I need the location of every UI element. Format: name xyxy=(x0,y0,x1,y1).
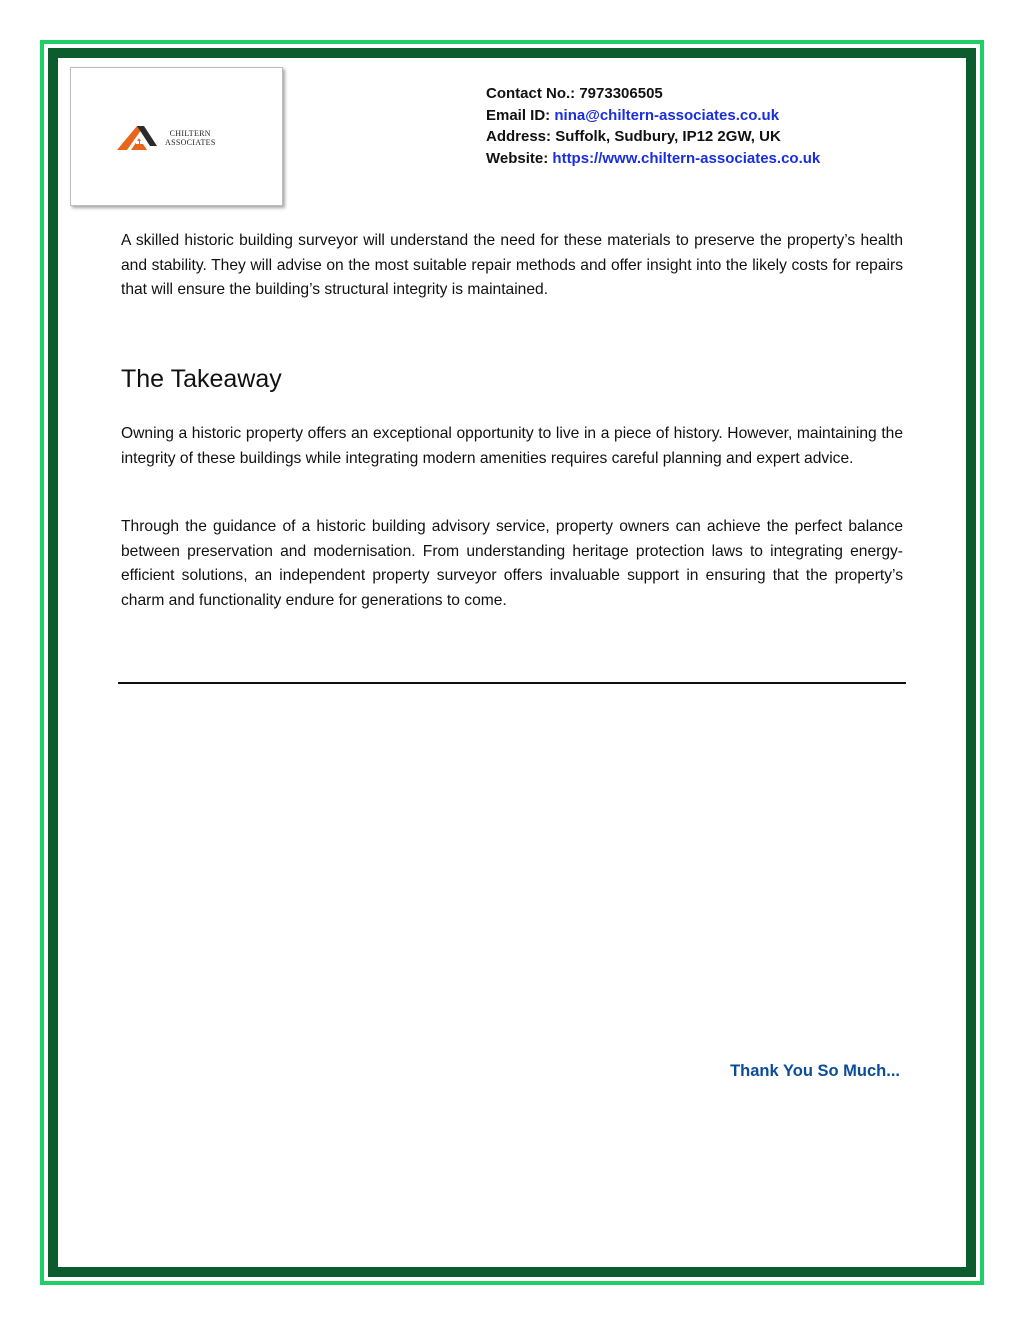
address-label: Address: xyxy=(486,128,556,145)
contact-phone xyxy=(486,83,820,105)
logo-wordmark xyxy=(165,129,216,147)
contact-address xyxy=(486,126,820,148)
body-paragraph-1: A skilled historic building surveyor will understand the need for these materials to preserve the property’s health and stability. They will advise on the most suitable repair methods and offer insight into the likely costs for repairs that will ensure the building’s structural integrity is maintained. xyxy=(121,232,903,298)
logo-text-line1: CHILTERN xyxy=(169,129,211,138)
section-heading: The Takeaway xyxy=(121,365,282,393)
thank-you-note: Thank You So Much... xyxy=(730,1062,900,1080)
house-roof-logo-icon xyxy=(117,124,157,150)
company-logo xyxy=(70,67,283,206)
phone-label: Contact No.: xyxy=(486,85,580,102)
contact-info xyxy=(486,83,820,169)
address-value: Suffolk, Sudbury, IP12 2GW, UK xyxy=(555,128,781,145)
contact-email xyxy=(486,105,820,127)
body-paragraph-3: Through the guidance of a historic building advisory service, property owners can achieve the perfect balance between preservation and modernisation. From understanding heritage protection laws to integrating energy-efficient solutions, an independent property surveyor offers invaluable support in ensuring that the property’s charm and functionality endure for generations to come. xyxy=(121,518,903,609)
phone-value: 7973306505 xyxy=(579,85,663,102)
page-border xyxy=(40,40,984,1285)
contact-website xyxy=(486,148,820,170)
body-paragraph-2: Owning a historic property offers an exceptional opportunity to live in a piece of history. However, maintaining the integrity of these buildings while integrating modern amenities requires careful planning and expert advice. xyxy=(121,425,903,467)
email-link[interactable]: nina@chiltern-associates.co.uk xyxy=(554,106,780,124)
website-link[interactable]: https://www.chiltern-associates.co.uk xyxy=(552,149,821,167)
email-label: Email ID: xyxy=(486,106,555,124)
website-label: Website: xyxy=(486,149,553,167)
horizontal-divider xyxy=(118,682,906,684)
logo-text-line2: ASSOCIATES xyxy=(165,138,216,147)
